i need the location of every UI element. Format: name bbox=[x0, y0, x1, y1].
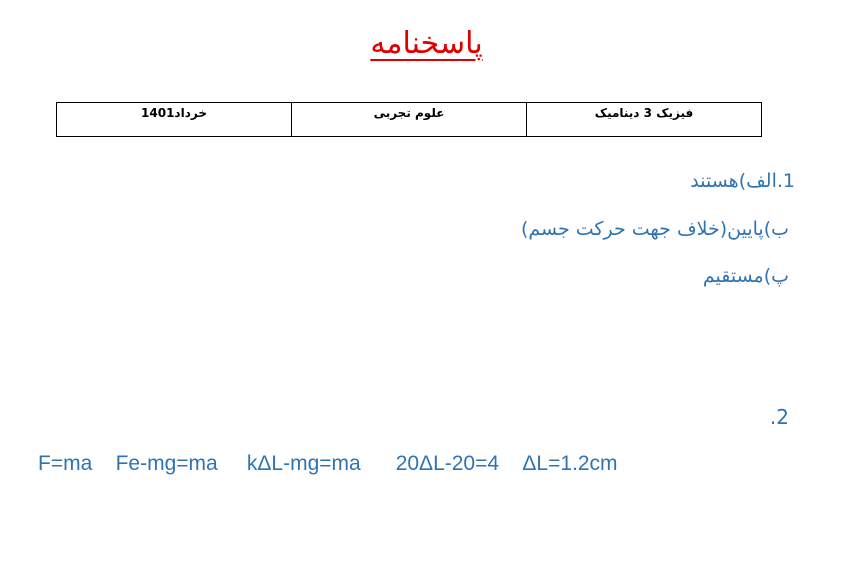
answer-1-b: ب)پایین(خلاف جهت حرکت جسم) bbox=[520, 218, 789, 240]
subject-cell: فیزیک 3 دینامیک bbox=[527, 103, 762, 137]
info-table bbox=[56, 102, 762, 137]
answer-1-p: پ)مستقیم bbox=[702, 265, 789, 287]
field-cell: علوم تجربی bbox=[292, 103, 527, 137]
answer-1-a: 1.الف)هستند bbox=[690, 170, 795, 192]
question-2-number: 2. bbox=[769, 405, 789, 429]
page-title: پاسخنامه bbox=[370, 26, 483, 61]
table-row bbox=[57, 103, 762, 137]
date-cell: خرداد1401 bbox=[57, 103, 292, 137]
question-2-formula: F=ma Fe-mg=ma kΔL-mg=ma 20ΔL-20=4 ΔL=1.2cm bbox=[38, 452, 618, 475]
